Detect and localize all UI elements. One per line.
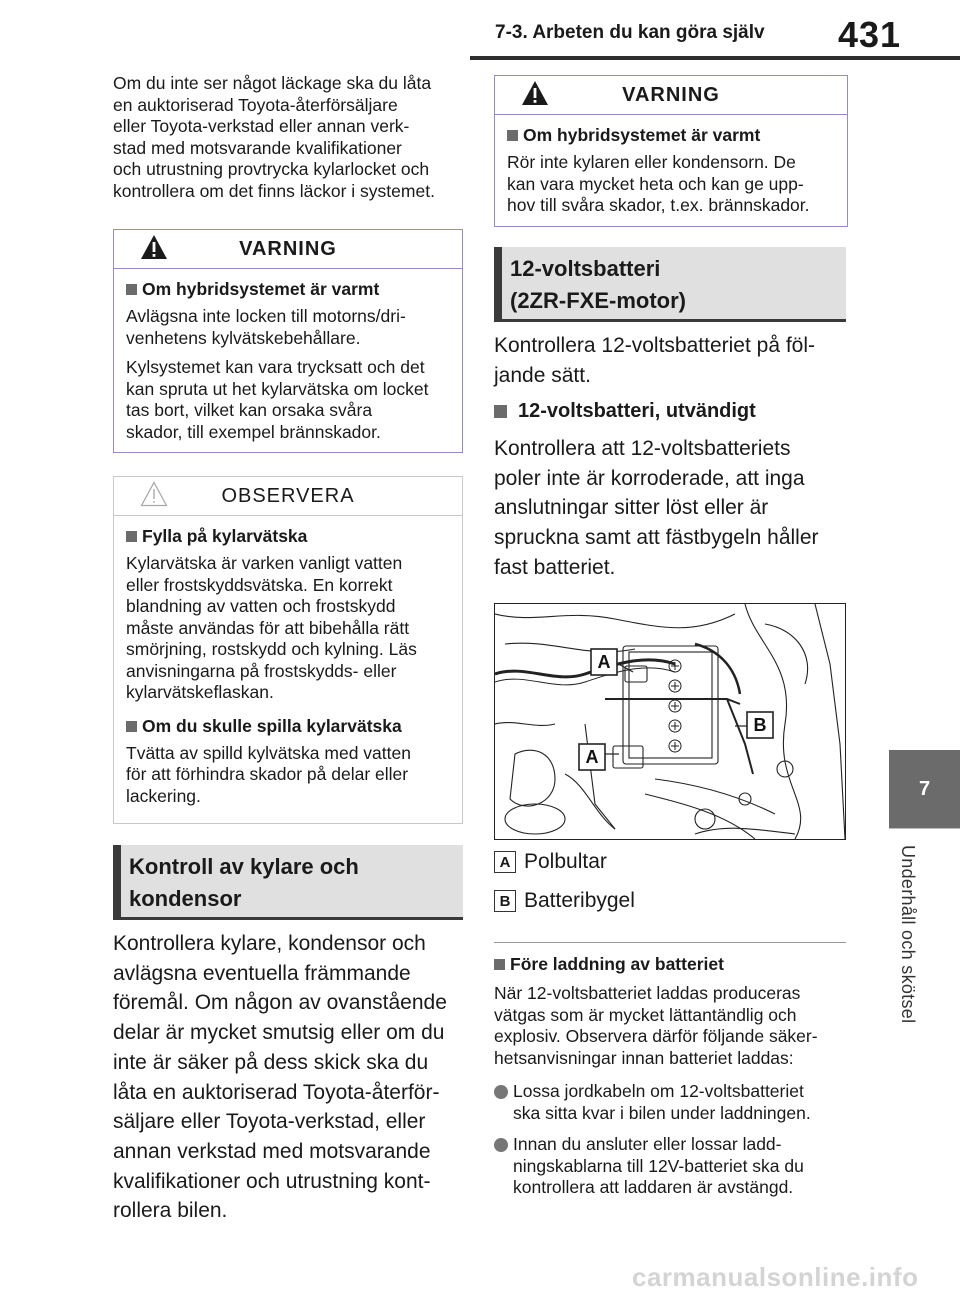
bullet-dot-icon: [494, 1138, 508, 1152]
chapter-tab-rule: [889, 828, 960, 829]
callout-a-label: A: [597, 652, 611, 672]
warning-header: [495, 76, 847, 115]
notice-text: Tvätta av spilld kylvätska med vatten för att förhindra skador på delar eller lackering.: [126, 742, 411, 806]
square-bullet-icon: [126, 721, 137, 732]
charging-notes: [494, 950, 854, 1199]
engine-bay-drawing: [495, 604, 845, 839]
warning-text: Kylsystemet kan vara trycksatt och det kan spruta ut het kylarvätska om locket tas bort, vilket kan orsaka svåra skador, till exempel brännskador.: [126, 357, 429, 442]
charging-heading: Före laddning av batteriet: [494, 954, 854, 975]
legend-item: B Batteribygel: [494, 889, 635, 913]
notice-header: [114, 477, 462, 516]
divider: [494, 942, 846, 943]
callout-b-label: B: [753, 715, 767, 735]
warning-triangle-icon: [521, 80, 549, 106]
warning-triangle-icon: [140, 234, 168, 260]
section-header-radiator: Kontroll av kylare och kondensor: [113, 845, 463, 920]
battery-subheading: 12-voltsbatteri, utvändigt: [494, 400, 756, 423]
square-bullet-icon: [507, 130, 518, 141]
notice-box: [113, 476, 463, 824]
bullet-item: Lossa jordkabeln om 12-voltsbatteriet ska sitta kvar i bilen under laddningen.: [494, 1081, 854, 1124]
bullet-item: Innan du ansluter eller lossar ladd- ningskablarna till 12V-batteriet ska du kontrollera att laddaren är avstängd.: [494, 1134, 854, 1199]
legend-item: A Polbultar: [494, 850, 607, 874]
warning-heading: Om hybridsystemet är varmt: [126, 279, 450, 300]
warning-text: Avlägsna inte locken till motorns/dri- venhetens kylvätskebehållare.: [126, 306, 406, 348]
square-bullet-icon: [126, 531, 137, 542]
radiator-paragraph: Kontrollera kylare, kondensor och avlägsna eventuella främmande föremål. Om någon av ovanstående delar är mycket smutsig eller om du inte är säker på dess skick ska du låta en auktoriserad Toyota-återför- säljare eller Toyota-verkstad, eller annan verkstad med motsvarande kvalifikationer och utrustning kont- rollera bilen.: [113, 932, 447, 1223]
square-bullet-icon: [494, 405, 507, 418]
notice-heading: Fylla på kylarvätska: [126, 526, 450, 547]
chapter-label: Underhåll och skötsel: [898, 845, 918, 1024]
caution-triangle-icon: [140, 481, 168, 507]
warning-box-hybrid: [113, 229, 463, 453]
intro-paragraph: Om du inte ser något läckage ska du låta en auktoriserad Toyota-återförsäljare eller Toyota-verkstad eller annan verk- stad med motsvarande kvalifikationer och utrustning provtrycka kylarlocket och kontrollera om det finns läckor i systemet.: [113, 73, 435, 201]
battery-intro: Kontrollera 12-voltsbatteriet på föl- jande sätt.: [494, 334, 815, 387]
legend-letter: B: [494, 890, 516, 912]
battery-paragraph: Kontrollera att 12-voltsbatteriets poler inte är korroderade, att inga anslutningar sitter löst eller är spruckna samt att fästbygeln håller fast batteriet.: [494, 437, 819, 579]
square-bullet-icon: [494, 959, 505, 970]
notice-heading: Om du skulle spilla kylarvätska: [126, 716, 450, 737]
notice-text: Kylarvätska är varken vanligt vatten eller frostskyddsvätska. En korrekt blandning av vatten och frostskydd måste användas för att bibehålla rätt smörjning, rostskydd och kylning. Läs anvisningarna på frostskydds- eller kylarvätskeflaskan.: [126, 553, 417, 702]
warning-label: VARNING: [622, 83, 720, 106]
section-title: 7-3. Arbeten du kan göra själv: [495, 22, 765, 43]
notice-label: OBSERVERA: [221, 484, 355, 507]
legend-letter: A: [494, 851, 516, 873]
header-rule: [470, 56, 960, 60]
bullet-dot-icon: [494, 1085, 508, 1099]
warning-text: Rör inte kylaren eller kondensorn. De kan vara mycket heta och kan ge upp- hov till svåra skador, t.ex. brännskador.: [507, 152, 810, 215]
section-header-battery: 12-voltsbatteri (2ZR-FXE-motor): [494, 247, 846, 322]
warning-header: [114, 230, 462, 269]
callout-a-label: A: [585, 747, 599, 767]
square-bullet-icon: [126, 284, 137, 295]
warning-heading: Om hybridsystemet är varmt: [507, 125, 835, 146]
warning-label: VARNING: [239, 237, 337, 260]
chapter-tab: 7: [889, 750, 960, 828]
page-number: 431: [838, 14, 902, 55]
battery-illustration: [494, 603, 846, 840]
watermark: carmanualsonline.info: [632, 1262, 919, 1292]
warning-box-condenser: [494, 75, 848, 227]
charging-text: När 12-voltsbatteriet laddas produceras vätgas som är mycket lättantändlig och explosiv. Observera därför följande säker- hetsanvisningar innan batteriet laddas:: [494, 983, 818, 1068]
